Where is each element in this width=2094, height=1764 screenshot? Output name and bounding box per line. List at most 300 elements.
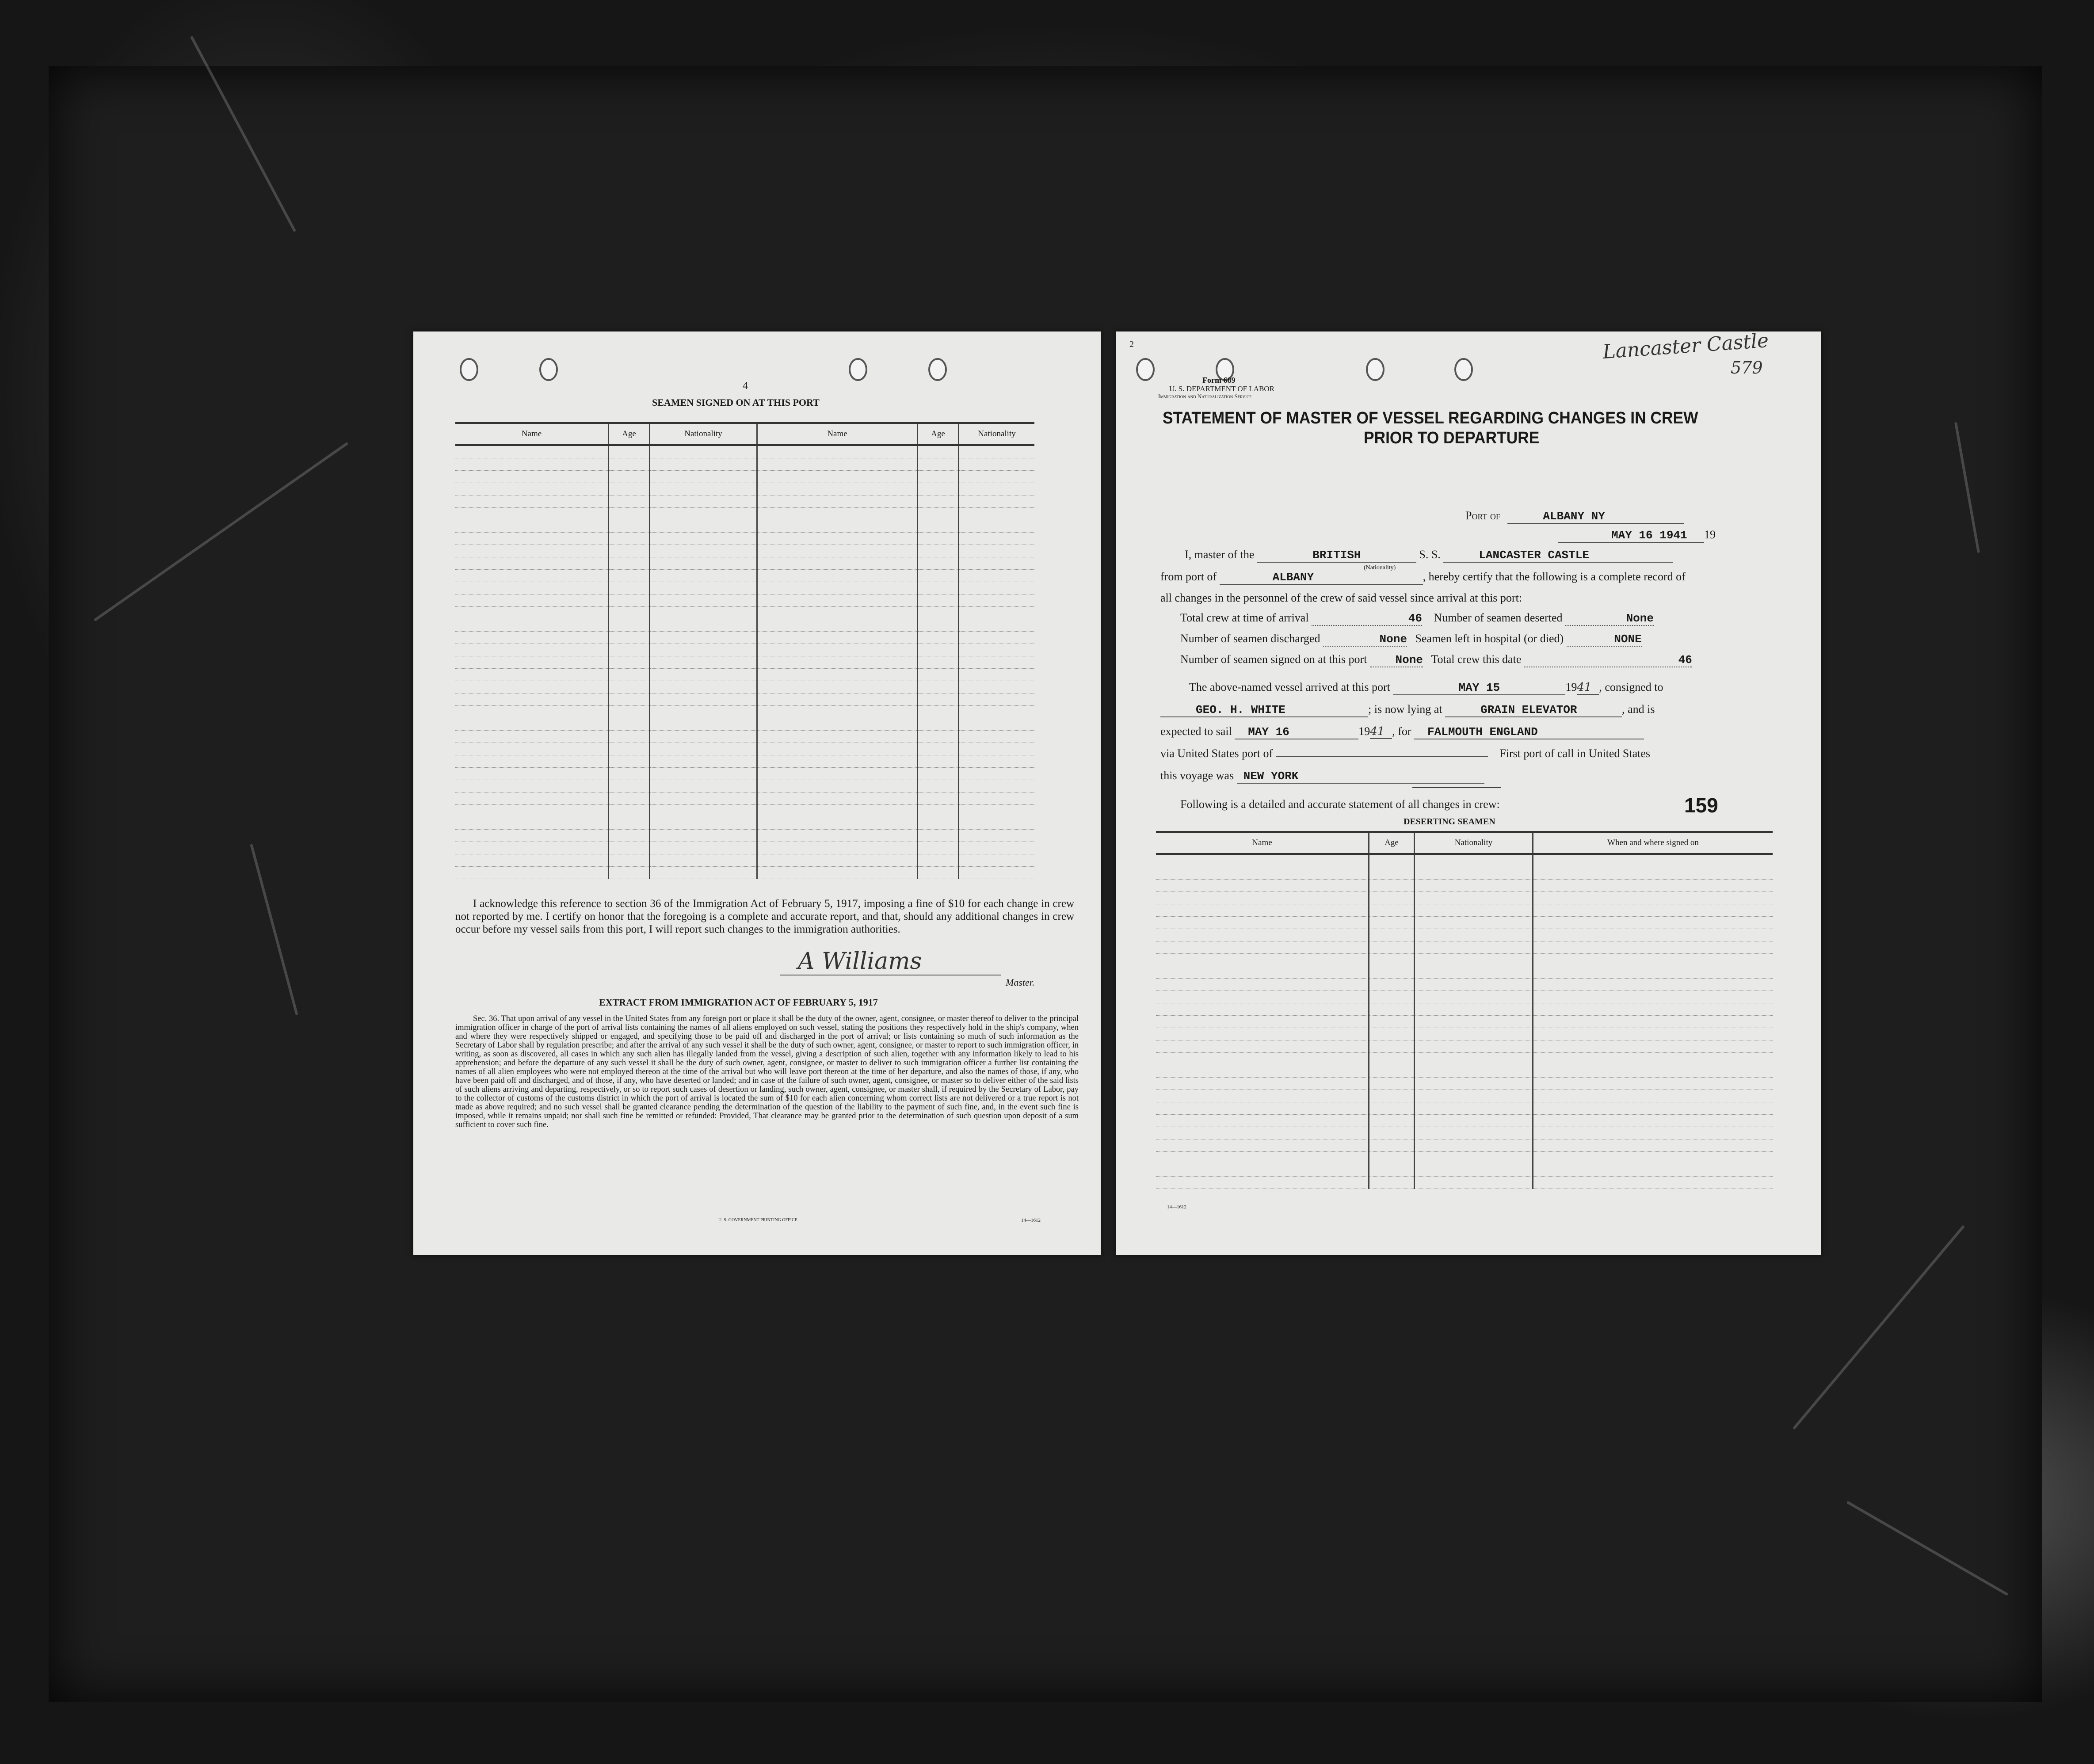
crew-row-2 [1180,632,1642,647]
table-cell [609,471,650,483]
binder-hole [460,358,478,381]
table-cell [609,780,650,792]
table-cell [609,718,650,731]
handwritten-note: Lancaster Castle [1602,329,1770,364]
table-cell [757,557,918,570]
table-cell [609,693,650,706]
table-row [1156,1164,1773,1177]
consignee-field [1160,703,1368,717]
signed-on-field [1370,653,1423,667]
table-cell [959,656,1035,669]
table-cell [1415,917,1533,929]
table-cell [650,632,757,644]
table-cell [757,570,918,582]
from-port-label: from port of [1160,570,1217,583]
table-cell [959,545,1035,557]
table-cell [1156,1053,1369,1065]
table-cell [650,458,757,471]
table-row [455,768,1034,780]
table-cell [918,545,959,557]
nationality-field [1257,548,1416,563]
left-form-code: 14—1612 [1021,1218,1041,1223]
table-row [455,780,1034,792]
table-cell [1533,1028,1773,1040]
signed-on-value: None [1395,653,1423,667]
table-cell [757,483,918,495]
arrived-year-prefix: 19 [1565,681,1577,693]
table-cell [1415,1028,1533,1040]
table-cell [1415,991,1533,1003]
table-cell [757,867,918,879]
table-cell [650,495,757,508]
table-cell [1369,917,1415,929]
table-row [455,582,1034,594]
table-cell [1156,1102,1369,1115]
table-cell [918,594,959,607]
right-page [1116,331,1821,1255]
table-cell [609,842,650,854]
certify-text-2: all changes in the personnel of the crew of said vessel since arrival at this port: [1160,591,1522,604]
table-cell [1533,880,1773,892]
table-cell [757,768,918,780]
table-cell [1369,1139,1415,1152]
table-cell [918,743,959,755]
table-cell [1369,1053,1415,1065]
table-cell [650,854,757,867]
table-cell [650,718,757,731]
table-cell [650,731,757,743]
table-cell [650,817,757,830]
table-cell [609,619,650,632]
binder-hole [539,358,558,381]
table-cell [1533,892,1773,904]
table-cell [455,644,609,656]
table-cell [650,557,757,570]
table-cell [1415,1065,1533,1078]
table-row [1156,1177,1773,1189]
table-cell [959,594,1035,607]
table-cell [918,483,959,495]
arrived-year-field [1577,681,1599,695]
table-row [455,445,1034,458]
crew-row-1 [1180,611,1654,626]
table-cell [650,508,757,520]
table-row [455,842,1034,854]
table-cell [757,644,918,656]
master-signature: A Williams [798,948,922,975]
table-cell [455,619,609,632]
table-cell [1415,954,1533,966]
table-cell [455,533,609,545]
table-cell [455,570,609,582]
table-cell [959,755,1035,768]
table-row [1156,1053,1773,1065]
table-cell [959,632,1035,644]
table-cell [609,557,650,570]
table-cell [918,458,959,471]
table-cell [1156,979,1369,991]
discharged-value: None [1379,632,1407,646]
table-cell [455,842,609,854]
master-row [1160,548,1673,563]
table-cell [650,805,757,817]
via-label: via United States port of [1160,747,1273,760]
table-cell [609,867,650,879]
table-cell [1369,954,1415,966]
table-cell [757,731,918,743]
binder-hole [1454,358,1473,381]
page-number: 4 [743,380,748,392]
col-age: Age [609,423,650,445]
table-cell [959,854,1035,867]
table-cell [959,458,1035,471]
table-row [455,854,1034,867]
expected-label: expected to sail [1160,725,1232,738]
table-cell [1156,1115,1369,1127]
stamp-number: 159 [1684,794,1718,817]
table-cell [1415,979,1533,991]
sail-row [1160,725,1644,739]
table-cell [609,508,650,520]
table-cell [609,483,650,495]
table-cell [959,557,1035,570]
sail-date-field [1235,725,1358,739]
table-row [1156,954,1773,966]
table-cell [959,471,1035,483]
table-row [455,706,1034,718]
voyage-field [1237,769,1484,784]
table-cell [757,830,918,842]
table-cell [650,607,757,619]
table-cell [1156,1090,1369,1102]
table-cell [918,570,959,582]
table-cell [1369,892,1415,904]
col-nationality-2: Nationality [959,423,1035,445]
total-crew-date-value: 46 [1678,653,1692,667]
lying-label: ; is now lying at [1368,703,1442,716]
table-cell [959,792,1035,805]
voyage-short-line [1412,787,1501,788]
table-cell [1156,854,1369,867]
table-cell [650,830,757,842]
destination-field [1414,725,1644,739]
table-row [455,817,1034,830]
table-cell [959,607,1035,619]
table-cell [757,805,918,817]
table-cell [918,582,959,594]
table-row [1156,1090,1773,1102]
table-cell [650,842,757,854]
col-nationality: Nationality [1415,832,1533,854]
table-row [455,570,1034,582]
total-crew-arrival-label: Total crew at time of arrival [1180,611,1309,624]
table-cell [650,743,757,755]
consignee-row [1160,703,1655,717]
sail-year-field [1370,725,1392,739]
table-cell [455,582,609,594]
table-cell [1369,1016,1415,1028]
table-cell [1369,1152,1415,1164]
table-row [455,520,1034,533]
acknowledgement-text: I acknowledge this reference to section 36 of the Immigration Act of February 5, 1917, imposing a fine of $10 for each change in crew not reported by me. I certify on honor that the foregoing is a complete and accurate report, and that, should any additional changes in crew occur before my vessel sails from this port, I will report such changes to the immigration authorities. [455,898,1074,935]
total-crew-arrival-value: 46 [1408,612,1423,625]
table-row [1156,1115,1773,1127]
table-cell [757,656,918,669]
table-cell [455,743,609,755]
table-cell [609,817,650,830]
table-cell [1369,880,1415,892]
table-cell [1533,1090,1773,1102]
table-row [455,792,1034,805]
table-cell [1415,1127,1533,1139]
deserted-label: Number of seamen deserted [1434,611,1563,624]
from-port-field [1220,570,1423,585]
table-cell [455,458,609,471]
table-cell [918,805,959,817]
table-row [455,458,1034,471]
table-cell [455,768,609,780]
table-cell [609,854,650,867]
table-cell [1156,1078,1369,1090]
table-cell [1369,991,1415,1003]
table-cell [1415,904,1533,917]
table-row [455,533,1034,545]
table-cell [455,805,609,817]
table-row [455,830,1034,842]
table-cell [1533,1152,1773,1164]
total-crew-date-field [1524,653,1692,667]
col-nationality: Nationality [650,423,757,445]
binder-hole [928,358,947,381]
table-cell [1369,1003,1415,1016]
table-cell [918,817,959,830]
left-page [413,331,1101,1255]
voyage-label: this voyage was [1160,769,1234,782]
arrived-year: 41 [1577,681,1592,694]
right-form-code: 14—1612 [1167,1204,1186,1210]
table-cell [959,533,1035,545]
department: U. S. DEPARTMENT OF LABOR [1169,385,1274,393]
deserted-value: None [1626,612,1654,625]
table-row [455,495,1034,508]
table-cell [959,508,1035,520]
table-row [455,805,1034,817]
table-row [1156,1016,1773,1028]
port-of-label: Port of [1465,509,1500,522]
table-cell [650,656,757,669]
table-cell [609,570,650,582]
table-cell [609,594,650,607]
table-row [455,632,1034,644]
table-cell [757,755,918,768]
table-cell [1533,941,1773,954]
table-cell [1156,1040,1369,1053]
table-cell [609,533,650,545]
table-row [455,755,1034,768]
table-cell [918,854,959,867]
table-cell [1533,1065,1773,1078]
table-cell [918,780,959,792]
table-cell [757,706,918,718]
table-cell [757,607,918,619]
table-cell [1156,941,1369,954]
table-cell [918,471,959,483]
table-cell [1369,1115,1415,1127]
table-cell [1533,991,1773,1003]
table-cell [455,483,609,495]
table-cell [609,731,650,743]
deserting-seamen-table [1156,831,1773,1189]
table-cell [918,755,959,768]
table-row [455,607,1034,619]
table-cell [455,557,609,570]
table-cell [757,842,918,854]
table-cell [455,607,609,619]
table-cell [609,768,650,780]
table-cell [1415,1053,1533,1065]
arrived-date-field [1393,681,1565,695]
table-cell [1369,929,1415,941]
table-cell [918,632,959,644]
table-cell [650,545,757,557]
table-cell [609,545,650,557]
binder-hole [1366,358,1385,381]
table-cell [1415,1016,1533,1028]
table-cell [1533,979,1773,991]
table-cell [1369,979,1415,991]
table-cell [1415,1078,1533,1090]
table-row [455,644,1034,656]
table-row [455,594,1034,607]
table-cell [1415,892,1533,904]
table-cell [609,495,650,508]
date-suffix: 19 [1704,528,1716,541]
table-cell [1156,1016,1369,1028]
nationality-value: BRITISH [1312,549,1361,562]
total-crew-arrival-field [1312,611,1422,626]
table-cell [455,594,609,607]
table-cell [1156,880,1369,892]
table-cell [1415,1115,1533,1127]
port-row [1465,509,1684,524]
table-cell [918,867,959,879]
table-row [455,681,1034,693]
table-cell [650,693,757,706]
table-cell [650,706,757,718]
table-cell [650,594,757,607]
table-cell [918,830,959,842]
table-cell [1533,917,1773,929]
for-label: , for [1392,725,1411,738]
table-cell [650,471,757,483]
table-cell [959,805,1035,817]
lying-at-field [1445,703,1622,717]
extract-title: EXTRACT FROM IMMIGRATION ACT OF FEBRUARY 5, 1917 [599,997,878,1008]
table-row [1156,880,1773,892]
table-row [455,545,1034,557]
col-age: Age [1369,832,1415,854]
table-cell [609,582,650,594]
table-cell [959,867,1035,879]
table-cell [959,582,1035,594]
table-cell [1415,1164,1533,1177]
table-cell [455,792,609,805]
table-cell [1533,954,1773,966]
table-row [1156,867,1773,880]
table-cell [650,582,757,594]
table-cell [609,681,650,693]
table-cell [1415,966,1533,979]
table-cell [757,681,918,693]
table-cell [609,755,650,768]
table-cell [1156,1177,1369,1189]
table-cell [650,570,757,582]
table-cell [1156,1164,1369,1177]
table-cell [959,718,1035,731]
table-cell [959,817,1035,830]
table-cell [1533,1053,1773,1065]
table-row [455,471,1034,483]
table-cell [1415,941,1533,954]
table-cell [757,458,918,471]
port-of-value: ALBANY NY [1543,510,1605,523]
table-cell [609,830,650,842]
table-row [455,669,1034,681]
col-name-2: Name [757,423,918,445]
table-cell [609,644,650,656]
table-cell [959,768,1035,780]
table-cell [1156,954,1369,966]
table-row [455,508,1034,520]
table-cell [650,768,757,780]
table-cell [918,681,959,693]
table-cell [455,706,609,718]
table-cell [1156,917,1369,929]
service: Immigration and Naturalization Service [1158,393,1252,400]
first-port-label: First port of call in United States [1499,747,1651,760]
table-cell [1156,867,1369,880]
table-cell [1369,854,1415,867]
deserted-field [1565,611,1654,626]
table-cell [609,520,650,533]
table-row [1156,1040,1773,1053]
deserting-title: DESERTING SEAMEN [1404,817,1495,827]
table-cell [757,669,918,681]
table-row [1156,1003,1773,1016]
table-cell [455,867,609,879]
table-cell [455,669,609,681]
table-cell [455,830,609,842]
table-row [1156,1028,1773,1040]
table-cell [959,731,1035,743]
ss-label: S. S. [1419,548,1441,561]
table-cell [959,644,1035,656]
table-cell [1533,929,1773,941]
table-cell [1533,1003,1773,1016]
table-cell [455,445,609,458]
table-cell [918,706,959,718]
table-cell [1533,1164,1773,1177]
table-cell [650,792,757,805]
table-row [455,656,1034,669]
arrived-date: MAY 15 [1458,681,1500,694]
extract-text: Sec. 36. That upon arrival of any vessel in the United States from any foreign port or place it shall be the duty of the owner, agent, consignee, or master thereof to deliver to the principal immigration officer in charge of the port of arrival lists containing the names of all aliens employed on such vessel, stating the positions they respectively hold in the ship's company, when and where they were respectively shipped or engaged, and specifying those to be paid off and discharged in the port of arrival; or lists containing so much of such information as the Secretary of Labor shall by regulation prescribe; and after the arrival of any such vessel it shall be the duty of such owner, agent, consignee, or master to report to such immigration officer, in writing, as soon as discovered, all cases in which any such alien has illegally landed from the vessel, giving a description of such alien, together with any information likely to lead to his apprehension; and before the departure of any such vessel it shall be the duty of such owner, agent, consignee, or master to deliver to such immigration officer a further list containing the names of all alien employees who were not employed thereon at the time of the arrival but who will leave port thereon at the time of her departure, and also the names of those, if any, who have been paid off and discharged, and of those, if any, who have deserted or landed; and in case of the failure of such owner, agent, consignee, or master so to deliver either of the said lists of such aliens arriving and departing, respectively, or so to report such cases of desertion or landing, such owner, agent, consignee, or master shall, if required by the Secretary of Labor, pay to the collector of customs of the customs district in which the port of arrival is located the sum of $10 for each alien concerning whom correct lists are not delivered or a true report is not made as above required; and no such vessel shall be granted clearance pending the determination of the question of the liability to the payment of such fine, and, in the event such fine is imposed, while it remains unpaid; nor shall such fine be remitted or refunded: Provided, That clearance may be granted prior to the determination of such question upon deposit of a sum sufficient to cover such fine. [455,1014,1079,1129]
table-cell [1415,929,1533,941]
table-cell [959,830,1035,842]
binder-hole [1136,358,1155,381]
table-cell [1533,1115,1773,1127]
table-cell [1533,966,1773,979]
